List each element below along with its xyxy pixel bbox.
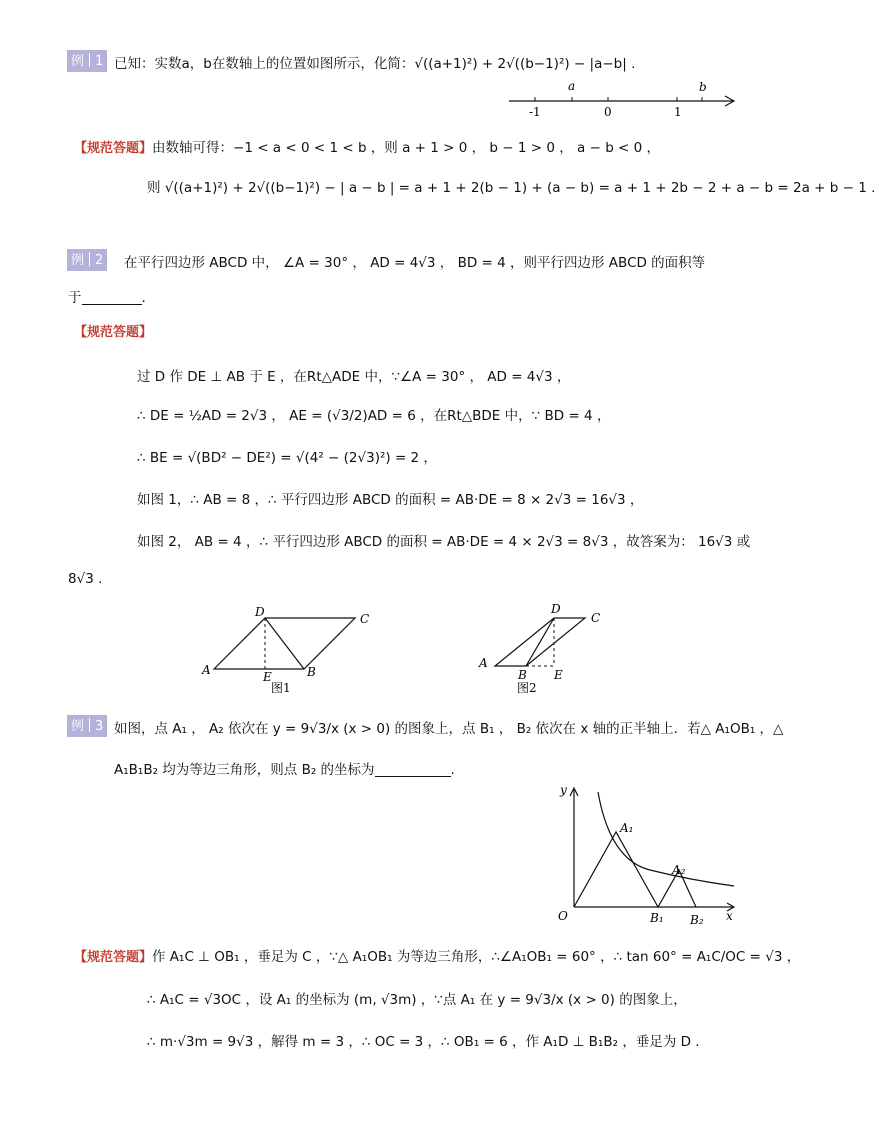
example-1-tag: 例 1 xyxy=(67,50,107,72)
svg-text:A₂: A₂ xyxy=(672,863,686,877)
example-2-tag: 例 2 xyxy=(67,249,107,271)
svg-text:y: y xyxy=(560,783,567,797)
example-3-answer-line2: ∴ A₁C = √3OC ，设 A₁ 的坐标为 (m, √3m) ，∵点 A₁ 在 y = 9√3/x (x > 0) 的图象上， xyxy=(147,992,687,1008)
example-3-answer: 【规范答题】作 A₁C ⊥ OB₁ ，垂足为 C ，∵△ A₁OB₁ 为等边三角形，∴∠A₁OB₁ = 60° ，∴ tan 60° = A₁C/OC = √3 ， xyxy=(74,949,801,965)
parallelogram-figure-2 xyxy=(475,600,625,698)
example-1-answer: 【规范答题】由数轴可得：−1 < a < 0 < 1 < b ，则 a + 1 > 0 ， b − 1 > 0 ， a − b < 0 ， xyxy=(74,140,661,156)
tick-0: 0 xyxy=(604,105,612,119)
svg-text:E: E xyxy=(263,670,272,684)
example-3-answer-line3: ∴ m·√3m = 9√3 ，解得 m = 3 ，∴ OC = 3 ，∴ OB₁ = 6 ，作 A₁D ⊥ B₁B₂ ，垂足为 D . xyxy=(147,1034,700,1050)
tick-1: 1 xyxy=(674,105,682,119)
svg-text:D: D xyxy=(551,602,561,616)
example-3-question: 如图，点 A₁ ， A₂ 依次在 y = 9√3/x (x > 0) 的图象上，点 B₁ ， B₂ 依次在 x 轴的正半轴上．若△ A₁OB₁ ，△ xyxy=(114,721,784,737)
answer-blank xyxy=(82,290,142,305)
svg-text:C: C xyxy=(591,611,601,625)
svg-text:A: A xyxy=(202,663,211,677)
example-2-question-cont: 于 . xyxy=(68,290,146,306)
svg-text:B₂: B₂ xyxy=(690,913,704,927)
svg-text:B: B xyxy=(518,668,527,682)
ex2-line-1: 过 D 作 DE ⊥ AB 于 E ，在Rt△ADE 中，∵∠A = 30° ， AD = 4√3 ， xyxy=(137,369,571,385)
ex2-line-2: ∴ DE = ½AD = 2√3 ， AE = (√3/2)AD = 6 ，在Rt△BDE 中，∵ BD = 4 ， xyxy=(137,408,611,424)
point-a-label: a xyxy=(568,79,576,93)
example-3-question-line2: A₁B₁B₂ 均为等边三角形，则点 B₂ 的坐标为 . xyxy=(114,762,455,778)
svg-text:B₁: B₁ xyxy=(650,911,664,925)
svg-text:B: B xyxy=(307,665,316,679)
svg-text:O: O xyxy=(558,909,568,923)
svg-text:图2: 图2 xyxy=(517,681,537,695)
ex2-line-5: 如图 2， AB = 4 ，∴ 平行四边形 ABCD 的面积 = AB·DE = 4 × 2√3 = 8√3 ，故答案为： 16√3 或 xyxy=(137,534,751,550)
example-2-question: 在平行四边形 ABCD 中， ∠A = 30° ， AD = 4√3 ， BD = 4 ，则平行四边形 ABCD 的面积等 xyxy=(124,255,706,271)
example-1-answer-line2: 则 √((a+1)²) + 2√((b−1)²) − | a − b | = a + 1 + 2(b − 1) + (a − b) = a + 1 + 2b − 2 + a − b = 2a + b − 1 . xyxy=(147,180,875,196)
hyperbola-graph xyxy=(550,780,740,930)
example-3-tag: 例 3 xyxy=(67,715,107,737)
example-2-answer-label: 【规范答题】 xyxy=(74,325,153,340)
svg-text:D: D xyxy=(255,605,265,619)
ex2-line-4: 如图 1，∴ AB = 8 ，∴ 平行四边形 ABCD 的面积 = AB·DE = 8 × 2√3 = 16√3 ， xyxy=(137,492,644,508)
svg-text:E: E xyxy=(554,668,563,682)
number-line xyxy=(505,76,740,120)
svg-text:C: C xyxy=(360,612,370,626)
tick-neg1: -1 xyxy=(529,105,541,119)
svg-text:A₁: A₁ xyxy=(620,821,634,835)
svg-text:图1: 图1 xyxy=(271,681,291,695)
point-b-label: b xyxy=(699,80,707,94)
ex2-line-6: 8√3 . xyxy=(68,571,103,587)
answer-blank xyxy=(375,762,451,777)
svg-text:A: A xyxy=(479,656,488,670)
parallelogram-figure-1 xyxy=(197,603,382,698)
svg-text:x: x xyxy=(726,909,733,923)
example-1-question: 已知：实数a，b在数轴上的位置如图所示，化简：√((a+1)²) + 2√((b−1)²) − |a−b| . xyxy=(114,56,636,72)
answer-label: 【规范答题】 xyxy=(74,141,153,156)
ex2-line-3: ∴ BE = √(BD² − DE²) = √(4² − (2√3)²) = 2 ， xyxy=(137,450,437,466)
